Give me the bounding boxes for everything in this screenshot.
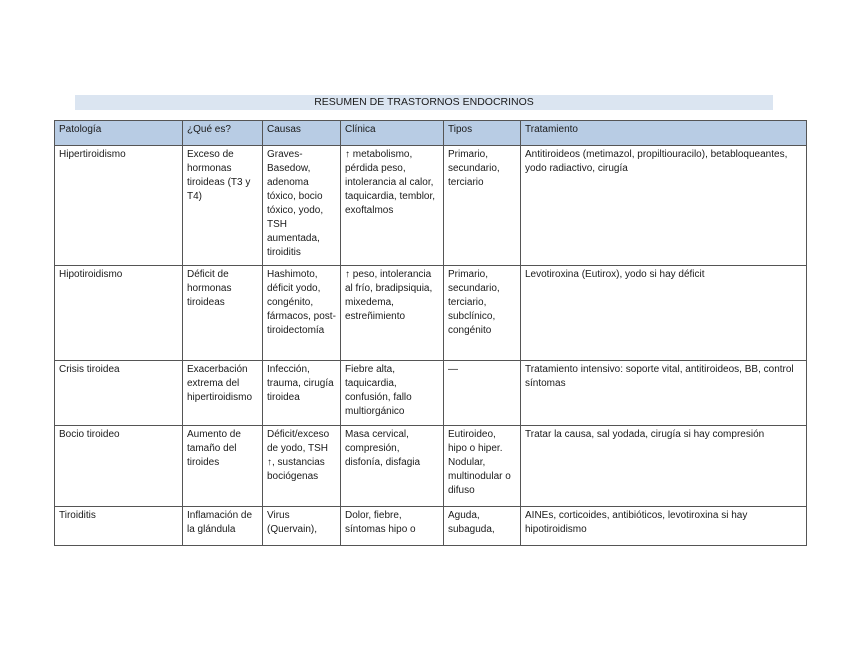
header-clinica: Clínica — [341, 121, 444, 146]
header-causas: Causas — [263, 121, 341, 146]
cell-clinica: ↑ metabolismo, pérdida peso, intolerancia al calor, taquicardia, temblor, exoftalmos — [341, 146, 444, 266]
table-header-row — [55, 121, 807, 146]
cell-patologia: Hipotiroidismo — [55, 266, 183, 361]
document-title: RESUMEN DE TRASTORNOS ENDOCRINOS — [75, 95, 773, 110]
header-patologia: Patología — [55, 121, 183, 146]
cell-que-es: Déficit de hormonas tiroideas — [183, 266, 263, 361]
cell-causas: Hashimoto, déficit yodo, congénito, fármacos, post-tiroidectomía — [263, 266, 341, 361]
cell-que-es: Aumento de tamaño del tiroides — [183, 426, 263, 507]
header-tratamiento: Tratamiento — [521, 121, 807, 146]
table-row — [55, 266, 807, 361]
cell-patologia: Tiroiditis — [55, 507, 183, 546]
cell-causas: Déficit/exceso de yodo, TSH ↑, sustancias bociógenas — [263, 426, 341, 507]
table-row — [55, 146, 807, 266]
table-row — [55, 507, 807, 546]
cell-tipos: Aguda, subaguda, — [444, 507, 521, 546]
header-que-es: ¿Qué es? — [183, 121, 263, 146]
cell-clinica: Fiebre alta, taquicardia, confusión, fallo multiorgánico — [341, 361, 444, 426]
cell-causas: Infección, trauma, cirugía tiroidea — [263, 361, 341, 426]
table-row — [55, 361, 807, 426]
cell-tipos: Eutiroideo, hipo o hiper. Nodular, multinodular o difuso — [444, 426, 521, 507]
cell-patologia: Hipertiroidismo — [55, 146, 183, 266]
cell-tipos: — — [444, 361, 521, 426]
table-row — [55, 426, 807, 507]
cell-clinica: Masa cervical, compresión, disfonía, disfagia — [341, 426, 444, 507]
cell-patologia: Bocio tiroideo — [55, 426, 183, 507]
header-tipos: Tipos — [444, 121, 521, 146]
cell-que-es: Exacerbación extrema del hipertiroidismo — [183, 361, 263, 426]
cell-tratamiento: Levotiroxina (Eutirox), yodo si hay déficit — [521, 266, 807, 361]
cell-causas: Graves-Basedow, adenoma tóxico, bocio tóxico, yodo, TSH aumentada, tiroiditis — [263, 146, 341, 266]
cell-que-es: Inflamación de la glándula — [183, 507, 263, 546]
cell-tratamiento: Antitiroideos (metimazol, propiltiouracilo), betabloqueantes, yodo radiactivo, cirugía — [521, 146, 807, 266]
cell-patologia: Crisis tiroidea — [55, 361, 183, 426]
cell-tratamiento: Tratamiento intensivo: soporte vital, antitiroideos, BB, control síntomas — [521, 361, 807, 426]
cell-que-es: Exceso de hormonas tiroideas (T3 y T4) — [183, 146, 263, 266]
cell-clinica: Dolor, fiebre, síntomas hipo o — [341, 507, 444, 546]
cell-causas: Virus (Quervain), — [263, 507, 341, 546]
cell-tratamiento: AINEs, corticoides, antibióticos, levotiroxina si hay hipotiroidismo — [521, 507, 807, 546]
cell-clinica: ↑ peso, intolerancia al frío, bradipsiquia, mixedema, estreñimiento — [341, 266, 444, 361]
cell-tratamiento: Tratar la causa, sal yodada, cirugía si hay compresión — [521, 426, 807, 507]
endocrine-disorders-table — [54, 120, 807, 546]
cell-tipos: Primario, secundario, terciario — [444, 146, 521, 266]
cell-tipos: Primario, secundario, terciario, subclínico, congénito — [444, 266, 521, 361]
